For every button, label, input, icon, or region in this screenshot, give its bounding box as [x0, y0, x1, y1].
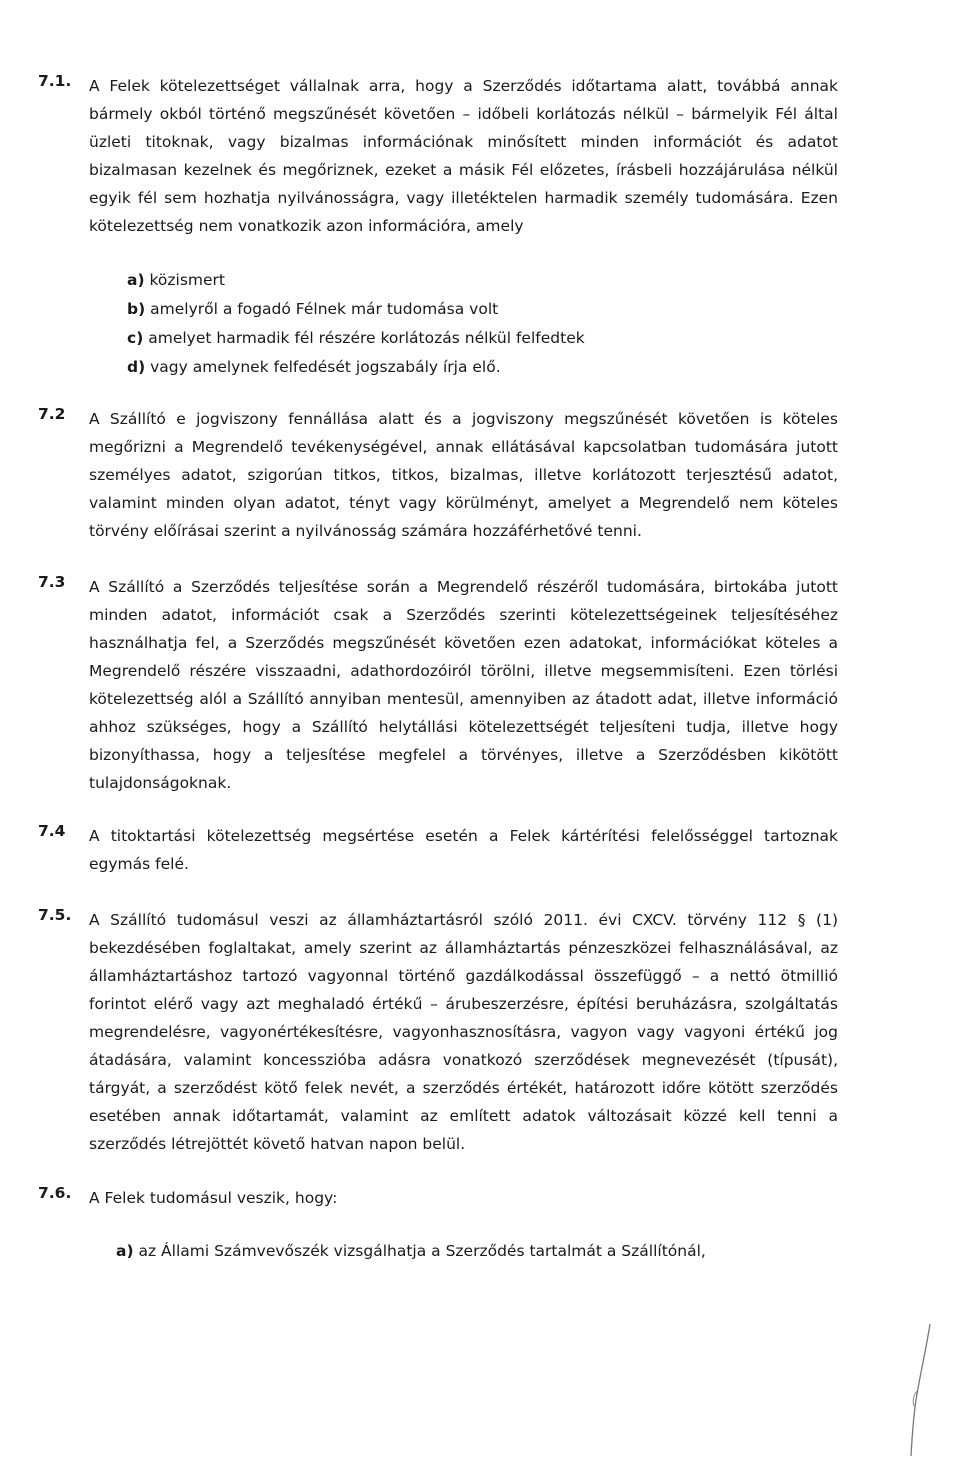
section-7-1-list: [127, 266, 827, 382]
list-item-label: b): [127, 300, 146, 318]
section-text: A Szállító tudomásul veszi az államháztartásról szóló 2011. évi CXCV. törvény 112 § (1) bekezdésében foglaltakat, amely szerint az államháztartás pénzeszközei felhasználásával, az államháztartáshoz tartozó vagyonnal történő gazdálkodással összefüggő – a nettó ötmillió forintot elérő vagy azt meghaladó értékű – árubeszerzésre, építési beruházásra, szolgáltatás megrendelésre, vagyonértékesítésre, vagyonhasznosításra, vagyon vagy vagyoni értékű jog átadására, valamint koncesszióba adásra vonatkozó szerződések megnevezését (típusát), tárgyát, a szerződést kötő felek nevét, a szerződés értékét, határozott időre kötött szerződés esetében annak időtartamát, valamint az említett adatok változásait közzé kell tenni a szerződés létrejöttét követő hatvan napon belül.: [89, 911, 838, 1153]
section-7-6: [38, 1184, 838, 1212]
list-item: [127, 295, 827, 324]
signature-mark: [900, 1320, 940, 1460]
list-item-text: amelyet harmadik fél részére korlátozás nélkül felfedtek: [148, 329, 585, 347]
section-number: 7.6.: [38, 1184, 72, 1202]
list-item: [127, 324, 827, 353]
section-7-3: [38, 573, 838, 797]
section-text: A titoktartási kötelezettség megsértése esetén a Felek kártérítési felelősséggel tartoznak egymás felé.: [89, 827, 838, 873]
list-item-text: amelyről a fogadó Félnek már tudomása volt: [150, 300, 499, 318]
section-7-5: [38, 906, 838, 1158]
section-7-1: [38, 72, 838, 240]
section-7-4: [38, 822, 838, 878]
list-item-text: vagy amelynek felfedését jogszabály írja elő.: [150, 358, 501, 376]
section-text: A Szállító e jogviszony fennállása alatt és a jogviszony megszűnését követően is köteles megőrizni a Megrendelő tevékenységével, annak ellátásával kapcsolatban tudomására jutott személyes adatot, szigorúan titkos, titkos, bizalmas, illetve korlátozott terjesztésű adatot, valamint minden olyan adatot, tényt vagy körülményt, amelyet a Megrendelő nem köteles törvény előírásai szerint a nyilvánosság számára hozzáférhetővé tenni.: [89, 410, 838, 540]
section-number: 7.2: [38, 405, 66, 423]
list-item: [127, 266, 827, 295]
section-7-2: [38, 405, 838, 545]
list-item-text: az Állami Számvevőszék vizsgálhatja a Szerződés tartalmát a Szállítónál,: [138, 1242, 706, 1260]
list-item-label: a): [127, 271, 145, 289]
list-item-text: közismert: [149, 271, 225, 289]
section-text: A Felek tudomásul veszik, hogy:: [89, 1189, 338, 1207]
list-item-label: a): [116, 1242, 134, 1260]
section-number: 7.3: [38, 573, 66, 591]
section-number: 7.1.: [38, 72, 72, 90]
section-text: A Felek kötelezettséget vállalnak arra, hogy a Szerződés időtartama alatt, továbbá annak bármely okból történő megszűnését követően – időbeli korlátozás nélkül – bármelyik Fél által üzleti titoknak, vagy bizalmas információnak minősített minden információt és adatot bizalmasan kezelnek és megőriznek, ezeket a másik Fél előzetes, írásbeli hozzájárulása nélkül egyik fél sem hozhatja nyilvánosságra, vagy illetéktelen harmadik személy tudomására. Ezen kötelezettség nem vonatkozik azon információra, amely: [89, 77, 838, 235]
list-item-label: c): [127, 329, 144, 347]
section-number: 7.5.: [38, 906, 72, 924]
list-item: [127, 353, 827, 382]
section-number: 7.4: [38, 822, 66, 840]
list-item: [116, 1237, 706, 1265]
list-item-label: d): [127, 358, 146, 376]
section-text: A Szállító a Szerződés teljesítése során a Megrendelő részéről tudomására, birtokába jutott minden adatot, információt csak a Szerződés szerinti kötelezettségeinek teljesítéséhez használhatja fel, a Szerződés megszűnését követően ezen adatokat, információkat köteles a Megrendelő részére visszaadni, adathordozóiról törölni, illetve megsemmisíteni. Ezen törlési kötelezettség alól a Szállító annyiban mentesül, amennyiben az átadott adat, illetve információ ahhoz szükséges, hogy a Szállító helytállási kötelezettségét teljesíteni tudja, illetve hogy bizonyíthassa, hogy a teljesítése megfelel a törvényes, illetve a Szerződésben kikötött tulajdonságoknak.: [89, 578, 838, 792]
